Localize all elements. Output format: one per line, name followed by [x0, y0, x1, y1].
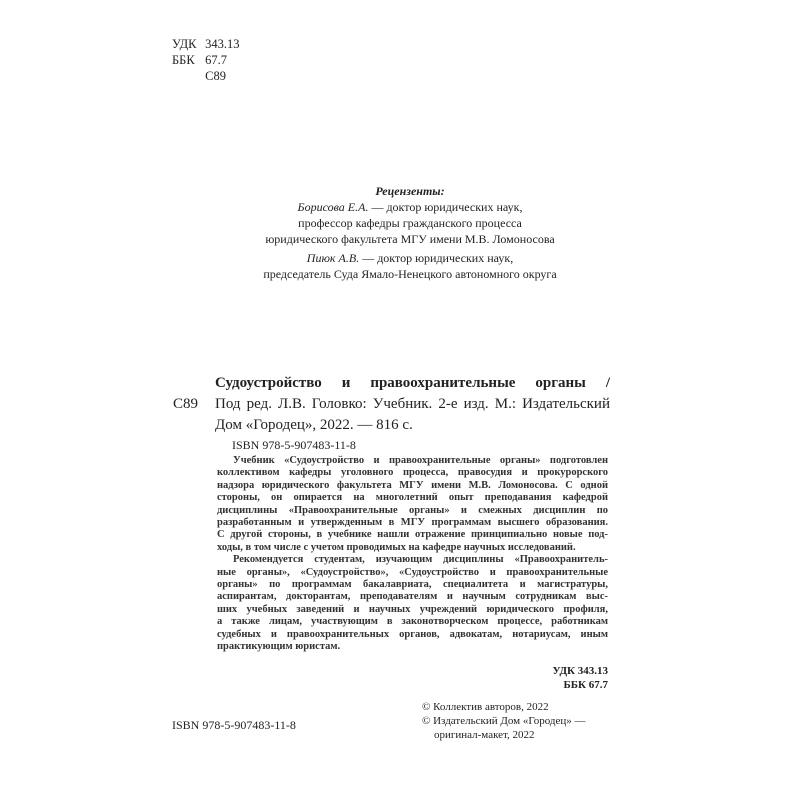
- footer-isbn: ISBN 978-5-907483-11-8: [172, 718, 296, 732]
- author-mark: С89: [205, 69, 226, 83]
- reviewer-1-line: — доктор юридических наук,: [371, 200, 523, 214]
- reviewer-1-line: юридического факультета МГУ имени М.В. Ломоносова: [265, 232, 555, 246]
- annotation-line: органы» по программам бакалавриата, специалитета и магистратуры,: [217, 579, 608, 591]
- reviewer-2-line: председатель Суда Ямало-Ненецкого автономного округа: [263, 267, 557, 281]
- annotation-line: дисциплины «Правоохранительные органы» и смежных дисциплин по: [217, 504, 608, 516]
- reviewer-2-name: Пиюк А.В.: [306, 251, 360, 265]
- annotation: [217, 455, 608, 654]
- annotation-line: стороны, он опирается на многолетний опыт преподавания кафедрой: [217, 492, 608, 504]
- bbk-label: ББК: [172, 53, 195, 67]
- isbn: ISBN 978-5-907483-11-8: [232, 438, 356, 452]
- copyright-line: © Издательский Дом «Городец» —: [422, 715, 586, 727]
- annotation-line: надзора юридического факультета МГУ имени М.В. Ломоносова. С одной: [217, 479, 608, 491]
- annotation-line: а также лицам, участвующим в законотворческом процессе, работникам: [217, 616, 608, 628]
- bibliographic-entry: [215, 373, 610, 436]
- footer-codes: [552, 664, 608, 692]
- annotation-line: практикующим юристам.: [217, 641, 341, 653]
- copyright-line: © Коллектив авторов, 2022: [422, 701, 549, 713]
- reviewer-2-line: — доктор юридических наук,: [362, 251, 514, 265]
- footer-bbk: ББК 67.7: [563, 679, 608, 691]
- annotation-line: судебных и правоохранительных органов, адвокатам, нотариусам, иным: [217, 628, 608, 640]
- annotation-line: разработанным и утвержденным в МГУ программам высшего образования.: [217, 517, 608, 529]
- annotation-line: Рекомендуется студентам, изучающим дисциплины «Правоохранитель-: [233, 554, 608, 566]
- annotation-line: С другой стороны, в учебнике нашли отражение принципиально новые под-: [217, 529, 608, 541]
- reviewers-block: [190, 183, 630, 282]
- bbk-value: 67.7: [205, 53, 227, 67]
- reviewer-1-name: Борисова Е.А.: [297, 200, 369, 214]
- bib-author-mark: С89: [173, 396, 199, 412]
- book-title: Судоустройство и правоохранительные органы /: [215, 375, 610, 391]
- annotation-line: ходы, в том числе с учетом проводимых на кафедре научных исследований.: [217, 541, 576, 553]
- annotation-line: ные органы», «Судоустройство», «Судоустройство и правоохранительные: [217, 566, 608, 578]
- annotation-line: Учебник «Судоустройство и правоохранительные органы» подготовлен: [233, 455, 608, 466]
- copyright: [422, 700, 586, 742]
- classification-codes: [172, 36, 240, 84]
- reviewer-1-line: профессор кафедры гражданского процесса: [298, 216, 522, 230]
- annotation-line: коллективом кафедры уголовного процесса, правосудия и прокурорского: [217, 467, 608, 479]
- annotation-line: аспирантам, докторантам, преподавателям и научным сотрудникам выс-: [217, 591, 608, 603]
- footer-udk: УДК 343.13: [552, 665, 608, 677]
- copyright-line: оригинал-макет, 2022: [434, 729, 535, 741]
- reviewers-heading: Рецензенты:: [375, 184, 445, 198]
- udk-label: УДК: [172, 37, 197, 51]
- bib-line: Под ред. Л.В. Головко: Учебник. 2-е изд. М.: Издательский: [215, 396, 610, 412]
- bib-line: Дом «Городец», 2022. — 816 с.: [215, 417, 413, 433]
- annotation-line: ших учебных заведений и научных учреждений юридического профиля,: [217, 603, 608, 615]
- udk-value: 343.13: [205, 37, 240, 51]
